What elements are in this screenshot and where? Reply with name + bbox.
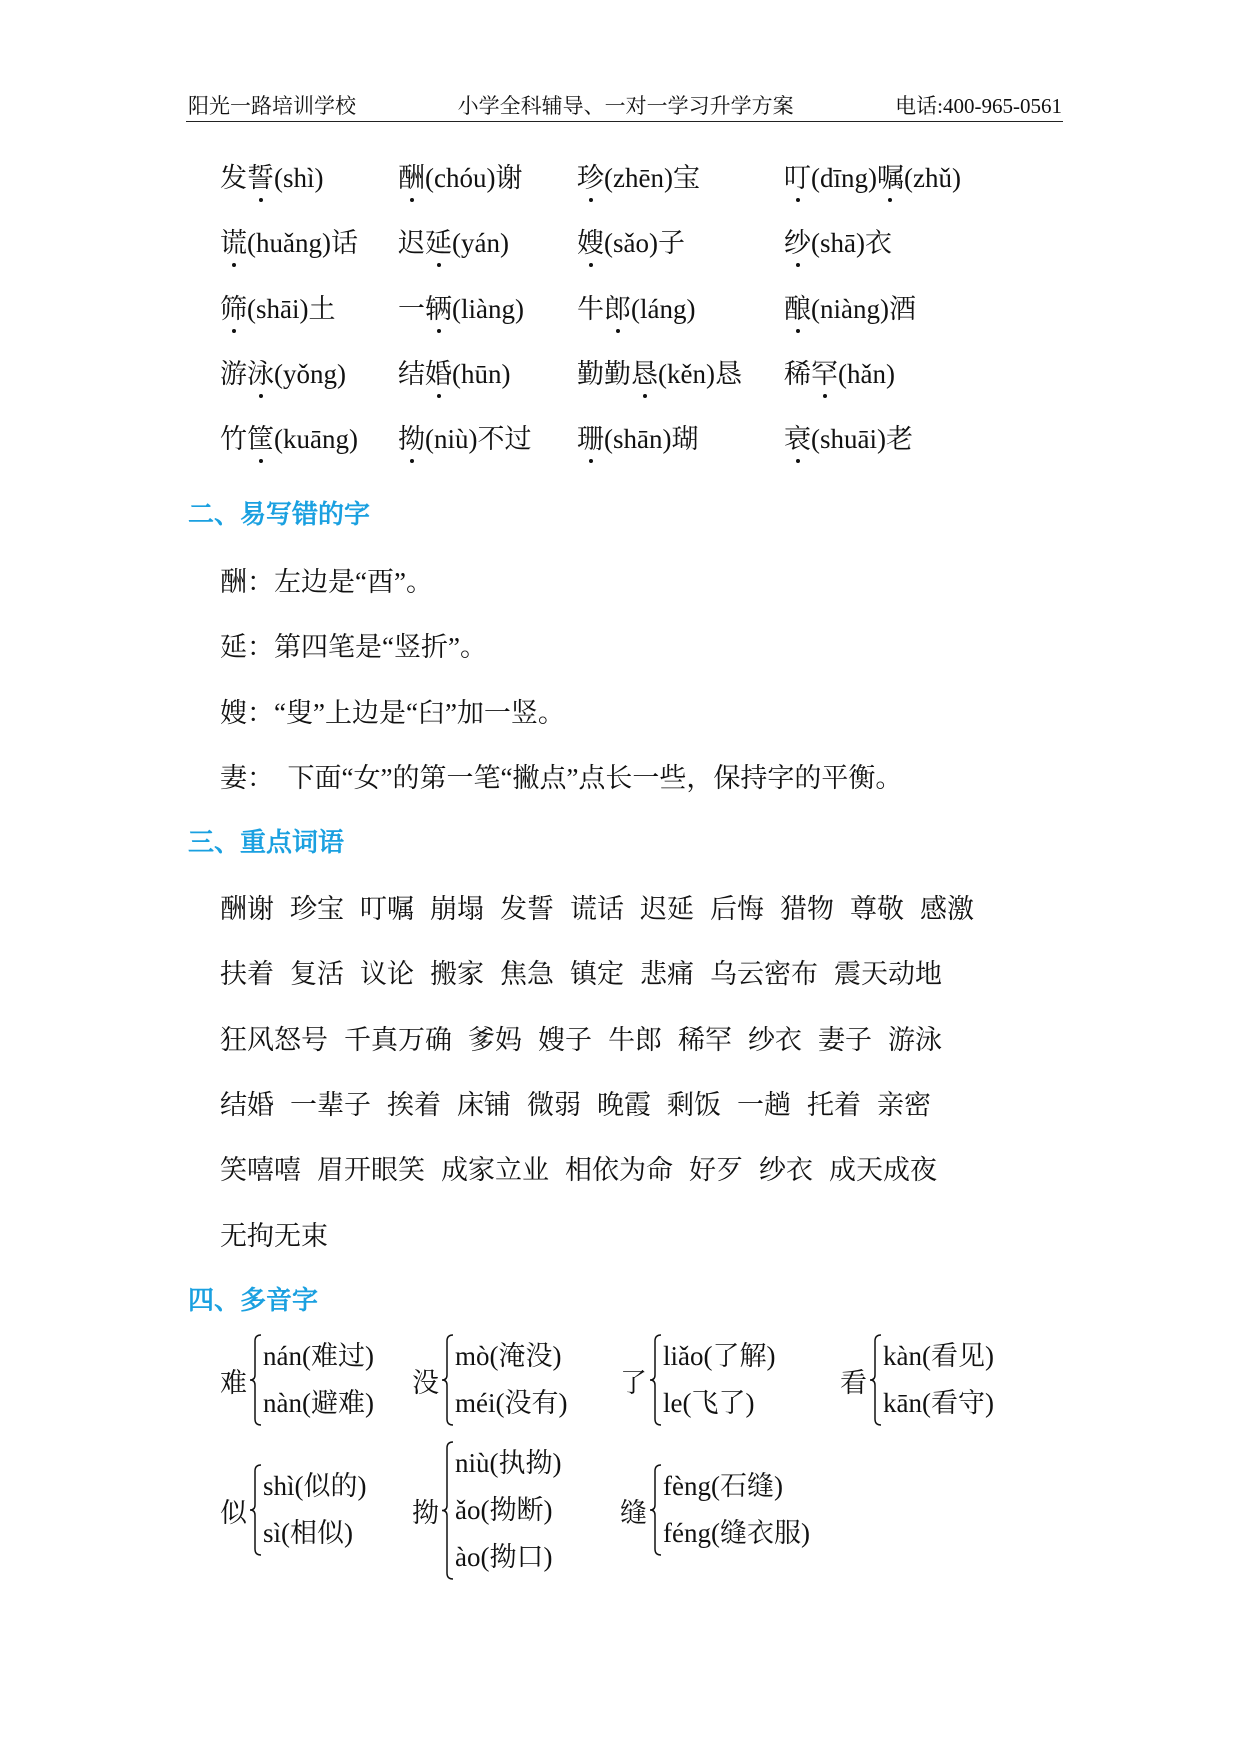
pinyin: (hūn) (452, 358, 511, 389)
pinyin-item (577, 352, 784, 417)
item-suffix: 不过 (477, 424, 532, 455)
word: 游泳 (888, 1024, 942, 1055)
item-prefix: 迟 (398, 228, 425, 259)
error-note: 延：第四笔是“竖折”。 (220, 632, 487, 663)
school-name: 阳光一路培训学校 (188, 94, 356, 118)
word: 尊敬 (850, 894, 904, 924)
dotted-char: 酿 (784, 287, 811, 326)
reading: shì(似的) (263, 1471, 367, 1501)
item-prefix: 结 (398, 358, 425, 389)
section-heading-2: 二、易写错的字 (188, 500, 371, 530)
dotted-char: 珊 (577, 417, 604, 456)
pinyin-item (220, 352, 398, 417)
word: 亲密 (877, 1089, 931, 1120)
section-heading-3: 三、重点词语 (188, 828, 345, 858)
word: 搬家 (430, 959, 484, 990)
polyphone-group (840, 1333, 994, 1427)
reading: niù(执拗) (455, 1447, 562, 1478)
pinyin-item (398, 352, 577, 417)
brace-icon (441, 1440, 455, 1581)
dotted-char: 延 (425, 221, 452, 260)
word: 酬谢 (220, 894, 274, 924)
word: 无拘无束 (220, 1220, 328, 1251)
error-note: 酬：左边是“酉”。 (220, 567, 433, 597)
polyphone-group (412, 1440, 561, 1581)
word: 纱衣 (748, 1024, 802, 1055)
pinyin-item (220, 287, 398, 352)
polyphone-char: 缝 (620, 1497, 647, 1528)
readings (263, 1463, 367, 1557)
dotted-char: 嘱 (877, 156, 904, 195)
error-note: 嫂：“叟”上边是“臼”加一竖。 (220, 697, 565, 728)
dotted-char: 泳 (247, 352, 274, 391)
readings (663, 1333, 775, 1427)
word: 托着 (807, 1089, 861, 1120)
dotted-char: 罕 (811, 352, 838, 391)
dotted-char: 郎 (604, 287, 631, 326)
word: 叮嘱 (360, 894, 414, 924)
word: 复活 (290, 959, 344, 990)
word: 爹妈 (468, 1024, 522, 1055)
pinyin: (shuāi) (811, 424, 886, 455)
pinyin-row (220, 417, 1044, 482)
pinyin: (sǎo) (604, 228, 658, 259)
reading: nán(难过) (263, 1341, 374, 1371)
word: 狂风怒号 (220, 1024, 328, 1055)
item-prefix: 勤勤 (577, 358, 631, 389)
reading: méi(没有) (455, 1388, 568, 1418)
readings (455, 1440, 561, 1581)
header-divider (186, 121, 1063, 122)
pinyin-item (784, 417, 1044, 482)
item-suffix: 衣 (864, 228, 892, 259)
word: 嫂子 (538, 1024, 592, 1055)
item-prefix: 发 (220, 163, 247, 193)
item-suffix: 话 (330, 228, 358, 259)
word-line (220, 1018, 958, 1057)
brace-icon (441, 1333, 455, 1427)
item-prefix: 游 (220, 358, 247, 389)
brace-icon (249, 1333, 263, 1427)
word: 纱衣 (759, 1155, 813, 1186)
reading: kàn(看见) (883, 1341, 994, 1371)
word: 结婚 (220, 1089, 274, 1120)
pinyin-item (220, 417, 398, 482)
page-header (188, 90, 1062, 120)
word: 发誓 (500, 894, 554, 924)
word-line (220, 887, 990, 926)
item-prefix: 竹 (220, 424, 247, 455)
pinyin: (shā) (811, 228, 865, 259)
word: 扶着 (220, 959, 274, 990)
polyphone-char: 了 (620, 1367, 647, 1398)
pinyin: (yǒng) (274, 358, 346, 389)
pinyin: (láng) (631, 293, 696, 324)
pinyin: (dīng) (811, 163, 877, 193)
brace-icon (649, 1333, 663, 1427)
pinyin-item (577, 221, 784, 286)
header-phone: 电话:400-965-0561 (895, 94, 1062, 118)
word: 笑嘻嘻 (220, 1155, 301, 1186)
pinyin-item (577, 417, 784, 482)
word: 眉开眼笑 (317, 1155, 425, 1186)
word: 后悔 (710, 894, 764, 924)
dotted-char: 誓 (247, 156, 274, 195)
word: 成天成夜 (829, 1155, 937, 1186)
pinyin-item (577, 287, 784, 352)
pinyin: (zhǔ) (903, 163, 961, 193)
word-line (220, 952, 958, 991)
word: 剩饭 (667, 1089, 721, 1120)
reading: ǎo(拗断) (455, 1494, 553, 1525)
item-prefix: 一 (398, 293, 425, 324)
pinyin: (niàng) (811, 293, 889, 324)
dotted-char: 叮 (784, 156, 811, 195)
readings (263, 1333, 374, 1427)
word: 稀罕 (678, 1024, 732, 1055)
polyphone-group (220, 1463, 367, 1557)
word: 晚霞 (597, 1089, 651, 1120)
pinyin-row (220, 221, 1044, 286)
word: 悲痛 (640, 959, 694, 990)
polyphone-char: 没 (412, 1367, 439, 1398)
reading: ào(拗口) (455, 1541, 553, 1572)
reading: fèng(石缝) (663, 1471, 783, 1501)
pinyin-item (784, 287, 1044, 352)
pinyin: (zhēn) (604, 163, 673, 193)
pinyin: (huǎng) (247, 228, 331, 259)
word: 乌云密布 (710, 959, 818, 990)
dotted-char: 辆 (425, 287, 452, 326)
word: 崩塌 (430, 894, 484, 924)
word: 千真万确 (344, 1024, 452, 1055)
pinyin-item (398, 221, 577, 286)
word: 妻子 (818, 1024, 872, 1055)
dotted-char: 酬 (398, 156, 425, 195)
pinyin-item (220, 156, 398, 221)
word: 挨着 (387, 1089, 441, 1120)
dotted-char: 珍 (577, 156, 604, 195)
dotted-char: 谎 (220, 221, 247, 260)
brace-icon (249, 1463, 263, 1557)
dotted-char: 恳 (631, 352, 658, 391)
polyphone-group (620, 1333, 775, 1427)
reading: nàn(避难) (263, 1388, 374, 1418)
reading: liǎo(了解) (663, 1341, 776, 1371)
item-prefix: 稀 (784, 358, 811, 389)
word: 成家立业 (441, 1155, 549, 1186)
word: 镇定 (570, 959, 624, 990)
pinyin: (chóu) (425, 163, 496, 193)
item-suffix: 瑚 (671, 424, 699, 455)
word: 迟延 (640, 894, 694, 924)
item-suffix: 谢 (495, 163, 523, 193)
dotted-char: 嫂 (577, 221, 604, 260)
brace-icon (649, 1463, 663, 1557)
brace-icon (869, 1333, 883, 1427)
word: 议论 (360, 959, 414, 990)
pinyin-item (398, 417, 577, 482)
word: 微弱 (527, 1089, 581, 1120)
pinyin-row (220, 287, 1044, 352)
error-note: 妻： 下面“女”的第一笔“撇点”点长一些，保持字的平衡。 (220, 762, 903, 793)
item-suffix: 老 (885, 424, 913, 455)
polyphone-group (620, 1463, 810, 1557)
word: 好歹 (689, 1155, 743, 1186)
word: 焦急 (500, 959, 554, 990)
word-line (220, 1214, 344, 1253)
pinyin: (kěn) (658, 358, 715, 389)
readings (883, 1333, 994, 1427)
pinyin: (hǎn) (838, 358, 895, 389)
item-prefix: 牛 (577, 293, 604, 324)
pinyin-grid (220, 156, 1044, 482)
item-suffix: 宝 (672, 163, 700, 193)
pinyin-item (784, 156, 1044, 221)
reading: sì(相似) (263, 1518, 353, 1548)
polyphone-char: 难 (220, 1367, 247, 1398)
dotted-char: 婚 (425, 352, 452, 391)
pinyin-item (784, 352, 1044, 417)
item-suffix: 酒 (888, 293, 916, 324)
pinyin-item (398, 156, 577, 221)
pinyin: (yán) (452, 228, 509, 259)
word-line (220, 1083, 947, 1122)
word: 一趟 (737, 1089, 791, 1120)
dotted-char: 筐 (247, 417, 274, 456)
pinyin: (shì) (274, 163, 324, 193)
word-line (220, 1148, 953, 1187)
word: 震天动地 (834, 959, 942, 990)
word: 猎物 (780, 894, 834, 924)
word: 感激 (920, 894, 974, 924)
reading: kān(看守) (883, 1388, 994, 1418)
readings (455, 1333, 567, 1427)
pinyin: (shān) (604, 424, 672, 455)
dotted-char: 纱 (784, 221, 811, 260)
dotted-char: 筛 (220, 287, 247, 326)
section-heading-4: 四、多音字 (188, 1286, 319, 1316)
item-suffix: 恳 (714, 358, 742, 389)
pinyin-item (577, 156, 784, 221)
reading: mò(淹没) (455, 1341, 562, 1371)
pinyin-row (220, 156, 1044, 221)
word: 一辈子 (290, 1089, 371, 1120)
word: 珍宝 (290, 894, 344, 924)
reading: féng(缝衣服) (663, 1518, 810, 1548)
item-suffix: 土 (308, 293, 336, 324)
polyphone-group (220, 1333, 374, 1427)
word: 牛郎 (608, 1024, 662, 1055)
pinyin-item (220, 221, 398, 286)
item-suffix: 子 (657, 228, 685, 259)
pinyin: (niù) (425, 424, 478, 455)
pinyin-item (398, 287, 577, 352)
pinyin: (liàng) (452, 293, 524, 324)
pinyin: (shāi) (247, 293, 309, 324)
polyphone-char: 似 (220, 1497, 247, 1528)
pinyin-item (784, 221, 1044, 286)
dotted-char: 拗 (398, 417, 425, 456)
polyphone-group (412, 1333, 567, 1427)
polyphone-char: 拗 (412, 1497, 439, 1528)
header-slogan: 小学全科辅导、一对一学习升学方案 (457, 94, 794, 118)
polyphone-char: 看 (840, 1367, 867, 1398)
readings (663, 1463, 810, 1557)
pinyin-row (220, 352, 1044, 417)
dotted-char: 衰 (784, 417, 811, 456)
word: 相依为命 (565, 1155, 673, 1186)
pinyin: (kuāng) (274, 424, 358, 455)
word: 床铺 (457, 1089, 511, 1120)
reading: le(飞了) (663, 1388, 755, 1418)
word: 谎话 (570, 894, 624, 924)
